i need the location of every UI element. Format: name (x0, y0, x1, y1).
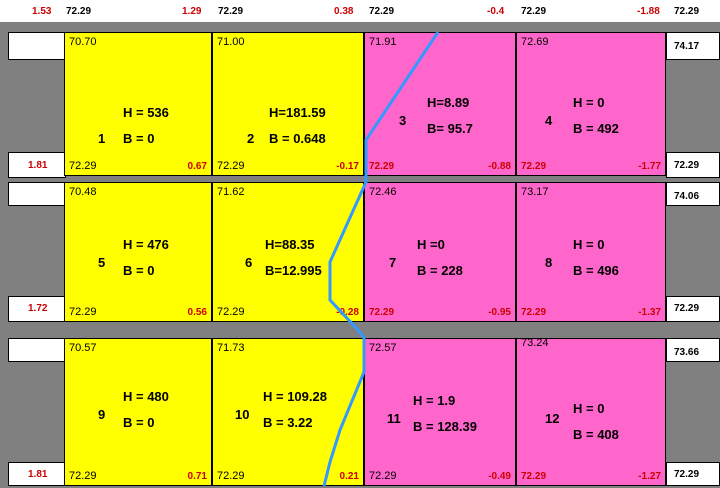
top-label-4: 0.38 (334, 6, 354, 17)
cell-5-bottom-right: 0.56 (187, 307, 207, 318)
cell-1-bottom-right: 0.67 (187, 161, 207, 172)
grid-cell-9[interactable] (64, 338, 212, 486)
right-edge-row-1: 72.29 (674, 303, 700, 314)
grid-cell-10[interactable] (212, 338, 364, 486)
cell-4-bottom-left: 72.29 (521, 161, 547, 172)
grid-cell-11[interactable] (364, 338, 516, 486)
right-label-1: 74.06 (674, 191, 700, 202)
left-label-2: 1.81 (28, 469, 48, 480)
left-label-0: 1.81 (28, 160, 48, 171)
cell-11-top-left: 72.57 (369, 342, 397, 354)
cell-4-bottom-right: -1.77 (638, 161, 661, 172)
cell-2-b: B = 0.648 (269, 131, 326, 146)
left-box-row3-top (8, 338, 66, 362)
grid-cell-12[interactable] (516, 338, 666, 486)
cell-2-number: 2 (247, 131, 255, 146)
cell-6-number: 6 (245, 255, 253, 270)
cell-11-bottom-left: 72.29 (369, 470, 397, 482)
cell-2-bottom-right: -0.17 (336, 161, 359, 172)
top-label-7: 72.29 (521, 6, 547, 17)
cell-3-h: H=8.89 (427, 95, 470, 110)
cell-3-number: 3 (399, 113, 407, 128)
cell-7-top-left: 72.46 (369, 186, 397, 198)
cell-6-top-left: 71.62 (217, 186, 245, 198)
grid-cell-1[interactable] (64, 32, 212, 176)
cell-9-bottom-right: 0.71 (187, 471, 207, 482)
cell-10-h: H = 109.28 (263, 389, 327, 404)
grid-cell-4[interactable] (516, 32, 666, 176)
grid-cell-6[interactable] (212, 182, 364, 322)
cell-10-bottom-left: 72.29 (217, 470, 245, 482)
cell-11-bottom-right: -0.49 (488, 471, 511, 482)
cell-1-number: 1 (98, 131, 106, 146)
cell-7-b: B = 228 (417, 263, 463, 278)
cell-8-top-left: 73.17 (521, 186, 549, 198)
left-label-1: 1.72 (28, 303, 48, 314)
cell-2-h: H=181.59 (269, 105, 326, 120)
cell-10-bottom-right: 0.21 (339, 471, 359, 482)
cell-3-b: B= 95.7 (427, 121, 473, 136)
cell-5-top-left: 70.48 (69, 186, 97, 198)
left-box-top (8, 32, 66, 60)
cell-12-bottom-right: -1.27 (638, 471, 661, 482)
top-label-2: 1.29 (182, 6, 202, 17)
cell-12-bottom-left: 72.29 (521, 471, 547, 482)
cell-9-bottom-left: 72.29 (69, 470, 97, 482)
top-label-strip (0, 0, 720, 22)
cell-7-bottom-left: 72.29 (369, 307, 395, 318)
cell-8-number: 8 (545, 255, 553, 270)
top-label-0: 1.53 (32, 6, 52, 17)
grid-cell-3[interactable] (364, 32, 516, 176)
cell-2-bottom-left: 72.29 (217, 160, 245, 172)
right-edge-row-2: 72.29 (674, 469, 700, 480)
top-label-8: -1.88 (637, 6, 660, 17)
cell-12-b: B = 408 (573, 427, 619, 442)
cell-7-h: H =0 (417, 237, 445, 252)
cell-5-number: 5 (98, 255, 106, 270)
cell-3-bottom-left: 72.29 (369, 161, 395, 172)
cell-4-h: H = 0 (573, 95, 605, 110)
cell-12-number: 12 (545, 411, 560, 426)
top-label-1: 72.29 (66, 6, 92, 17)
cell-9-b: B = 0 (123, 415, 155, 430)
cell-8-bottom-right: -1.37 (638, 307, 661, 318)
cell-1-bottom-left: 72.29 (69, 160, 97, 172)
cell-8-h: H = 0 (573, 237, 605, 252)
cell-4-top-left: 72.69 (521, 36, 549, 48)
cell-8-bottom-left: 72.29 (521, 307, 547, 318)
cell-12-top-left: 73.24 (521, 337, 549, 349)
grid-cell-5[interactable] (64, 182, 212, 322)
cell-4-number: 4 (545, 113, 553, 128)
cell-10-b: B = 3.22 (263, 415, 313, 430)
cell-5-bottom-left: 72.29 (69, 306, 97, 318)
cell-8-b: B = 496 (573, 263, 619, 278)
cell-9-top-left: 70.57 (69, 342, 97, 354)
cell-11-number: 11 (387, 411, 401, 426)
cell-4-b: B = 492 (573, 121, 619, 136)
top-label-3: 72.29 (218, 6, 244, 17)
cell-6-bottom-right: -0.28 (336, 307, 359, 318)
cell-9-number: 9 (98, 407, 106, 422)
cell-5-h: H = 476 (123, 237, 169, 252)
top-label-9: 72.29 (674, 6, 700, 17)
cell-6-bottom-left: 72.29 (217, 306, 245, 318)
top-label-6: -0.4 (487, 6, 505, 17)
grid-cell-7[interactable] (364, 182, 516, 322)
right-label-2: 73.66 (674, 347, 700, 358)
cell-1-b: B = 0 (123, 131, 155, 146)
cell-12-h: H = 0 (573, 401, 605, 416)
left-box-row2-top (8, 182, 66, 206)
top-label-5: 72.29 (369, 6, 395, 17)
cell-7-bottom-right: -0.95 (488, 307, 511, 318)
grid-cell-2[interactable] (212, 32, 364, 176)
cell-11-b: B = 128.39 (413, 419, 477, 434)
cell-10-top-left: 71.73 (217, 342, 245, 354)
cell-3-bottom-right: -0.88 (488, 161, 511, 172)
cell-11-h: H = 1.9 (413, 393, 456, 408)
cell-9-h: H = 480 (123, 389, 169, 404)
cell-3-top-left: 71.91 (369, 36, 397, 48)
cell-10-number: 10 (235, 407, 250, 422)
cell-1-top-left: 70.70 (69, 36, 97, 48)
right-label-0: 74.17 (674, 41, 700, 52)
cell-6-h: H=88.35 (265, 237, 315, 252)
cell-1-h: H = 536 (123, 105, 169, 120)
right-edge-row-0: 72.29 (674, 160, 700, 171)
grid-cell-8[interactable] (516, 182, 666, 322)
cell-6-b: B=12.995 (265, 263, 322, 278)
cell-7-number: 7 (389, 255, 397, 270)
cell-5-b: B = 0 (123, 263, 155, 278)
cell-2-top-left: 71.00 (217, 36, 245, 48)
